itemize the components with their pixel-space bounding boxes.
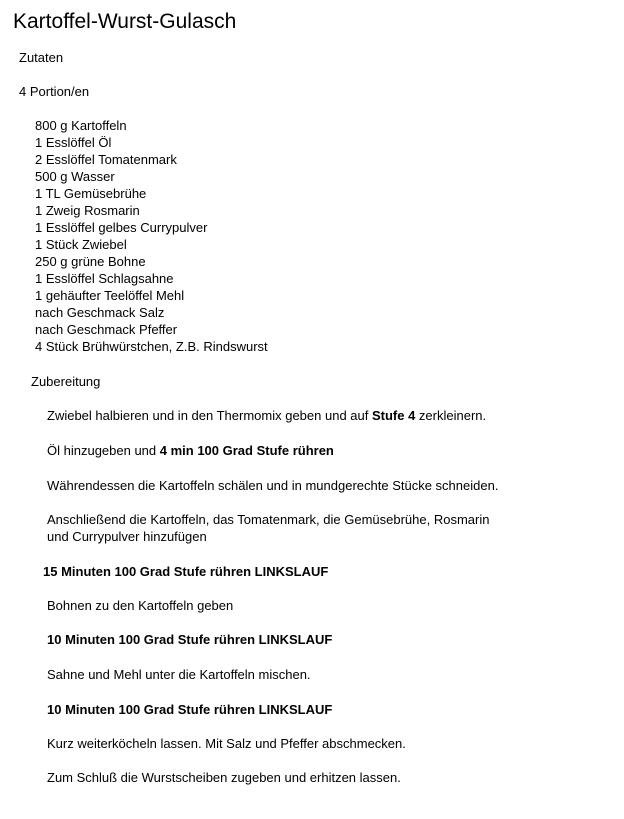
ingredient-item: 1 Esslöffel Öl (35, 135, 112, 150)
step-5 (43, 563, 328, 580)
step-8: Sahne und Mehl unter die Kartoffeln mischen. (47, 667, 311, 682)
ingredient-item: 1 gehäufter Teelöffel Mehl (35, 288, 185, 303)
ingredient-item: 1 Stück Zwiebel (35, 237, 127, 252)
step-1-emphasis: Stufe 4 (371, 408, 416, 423)
ingredient-item: 1 Esslöffel Schlagsahne (35, 271, 174, 286)
step-7 (47, 631, 332, 648)
ingredient-item: nach Geschmack Pfeffer (35, 322, 178, 337)
step-4-line-1: Anschließend die Kartoffeln, das Tomatenmark, die Gemüsebrühe, Rosmarin (47, 512, 490, 527)
ingredient-item: 250 g grüne Bohne (35, 254, 146, 269)
step-4-line-2: und Currypulver hinzufügen (47, 529, 207, 544)
ingredient-item: 1 Esslöffel gelbes Currypulver (35, 220, 208, 235)
step-1-text-end: zerkleinern. (415, 408, 487, 423)
step-6: Bohnen zu den Kartoffeln geben (47, 598, 234, 613)
step-9 (47, 701, 332, 718)
ingredients-heading: Zutaten (19, 50, 64, 65)
step-2 (47, 442, 334, 459)
ingredients-list (35, 117, 268, 355)
step-2-text: Öl hinzugeben und (47, 443, 160, 458)
ingredient-item: 1 Zweig Rosmarin (35, 203, 140, 218)
ingredient-item: 4 Stück Brühwürstchen, Z.B. Rindswurst (35, 339, 268, 354)
ingredient-item: 1 TL Gemüsebrühe (35, 186, 147, 201)
step-10: Kurz weiterköcheln lassen. Mit Salz und Pfeffer abschmecken. (47, 736, 406, 751)
step-3: Währendessen die Kartoffeln schälen und in mundgerechte Stücke schneiden. (47, 478, 499, 493)
step-5-emphasis: 15 Minuten 100 Grad Stufe rühren LINKSLAUF (43, 564, 329, 579)
ingredient-item: 800 g Kartoffeln (35, 118, 127, 133)
step-7-emphasis: 10 Minuten 100 Grad Stufe rühren LINKSLAUF (47, 632, 333, 647)
step-2-emphasis: 4 min 100 Grad Stufe rühren (159, 443, 334, 458)
step-1-text: Zwiebel halbieren und in den Thermomix geben und auf (47, 408, 372, 423)
ingredient-item: 2 Esslöffel Tomatenmark (35, 152, 177, 167)
portions-label: 4 Portion/en (19, 84, 90, 99)
step-9-emphasis: 10 Minuten 100 Grad Stufe rühren LINKSLAUF (47, 702, 333, 717)
ingredient-item: 500 g Wasser (35, 169, 115, 184)
step-1 (47, 407, 486, 424)
step-11: Zum Schluß die Wurstscheiben zugeben und erhitzen lassen. (47, 770, 401, 785)
recipe-title: Kartoffel-Wurst-Gulasch (13, 10, 237, 33)
preparation-heading: Zubereitung (31, 374, 101, 389)
ingredient-item: nach Geschmack Salz (35, 305, 165, 320)
